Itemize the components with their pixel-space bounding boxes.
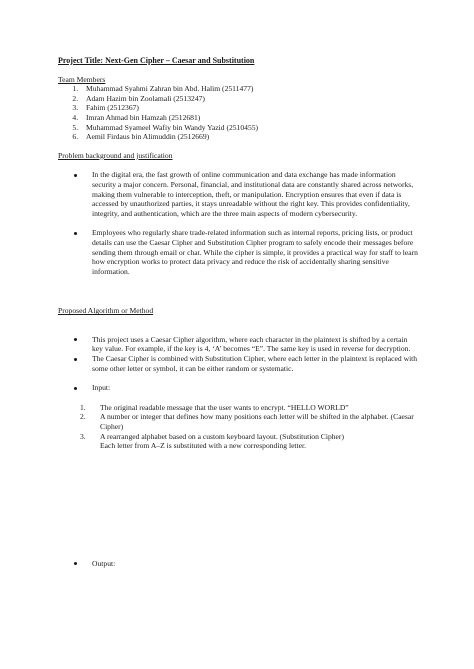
team-member: 6. Aemil Firdaus bin Alimuddin (2512669) — [80, 132, 418, 142]
input-item-text: A number or integer that defines how many positions each letter will be shifted in the alphabet. (Caesar Cipher) — [100, 412, 414, 432]
input-item-text: A rearranged alphabet based on a custom keyboard layout. (Substitution Cipher) — [100, 431, 344, 441]
team-heading: Team Members — [58, 74, 106, 84]
output-label: Output: — [84, 559, 418, 569]
team-member: 1. Muhammad Syahmi Zahran bin Abd. Halim (2511477) — [80, 84, 418, 94]
input-item-text: The original readable message that the user wants to encrypt. “HELLO WORLD” — [100, 402, 349, 412]
algorithm-heading: Proposed Algorithm or Method — [58, 306, 154, 316]
input-item-number: 1. — [80, 402, 86, 412]
algorithm-bullets — [58, 335, 418, 393]
problem-bullet: Employees who regularly share trade-related information such as internal reports, pricing lists, or product details can use the Caesar Cipher and Substitution Cipher program to safely encode their messages before sending them through email or chat. While the cipher is simple, it provides a practical way for staff to learn how encryption works to protect data privacy and reduce the risk of accidentally sharing sensitive information. — [84, 228, 418, 276]
document-page — [58, 56, 418, 568]
team-member: 2. Adam Hazim bin Zoolamali (2513247) — [80, 94, 418, 104]
input-item — [80, 431, 418, 451]
input-item-continuation: Each letter from A–Z is substituted with a new corresponding letter. — [100, 441, 307, 451]
algorithm-bullet: The Caesar Cipher is combined with Substitution Cipher, where each letter in the plaintext is replaced with some other letter or symbol, it can be either random or systematic. — [84, 354, 418, 373]
problem-bullets — [58, 170, 418, 276]
output-bullets — [58, 559, 418, 569]
input-item-number: 2. — [80, 412, 86, 422]
team-member: 5. Muhammad Syameel Wafiy bin Wandy Yazid (2510455) — [80, 123, 418, 133]
team-member: 3. Fahim (2512367) — [80, 103, 418, 113]
input-item-number: 3. — [80, 431, 86, 441]
project-title: Project Title: Next-Gen Cipher – Caesar and Substitution — [58, 56, 255, 65]
algorithm-bullet: This project uses a Caesar Cipher algorithm, where each character in the plaintext is shifted by a certain key value. For example, if the key is 4, ‘A’ becomes “E”. The same key is used in reverse for decryption. — [84, 335, 418, 354]
team-member: 4. Imran Ahmad bin Hamzah (2512681) — [80, 113, 418, 123]
input-item — [80, 412, 418, 432]
problem-bullet: In the digital era, the fast growth of online communication and data exchange has made information security a major concern. Personal, financial, and institutional data are constantly shared across networks, making them vulnerable to interception, theft, or manipulation. Encryption ensures that even if data is accessed by unauthorized parties, it stays unreadable without the right key. This provides confidentiality, integrity, and authentication, which are the three main aspects of modern cybersecurity. — [84, 170, 418, 218]
input-label: Input: — [84, 383, 418, 393]
input-item — [80, 402, 418, 413]
team-members-list — [58, 84, 418, 142]
problem-heading: Problem background and justification — [58, 150, 173, 160]
input-list — [58, 403, 418, 451]
